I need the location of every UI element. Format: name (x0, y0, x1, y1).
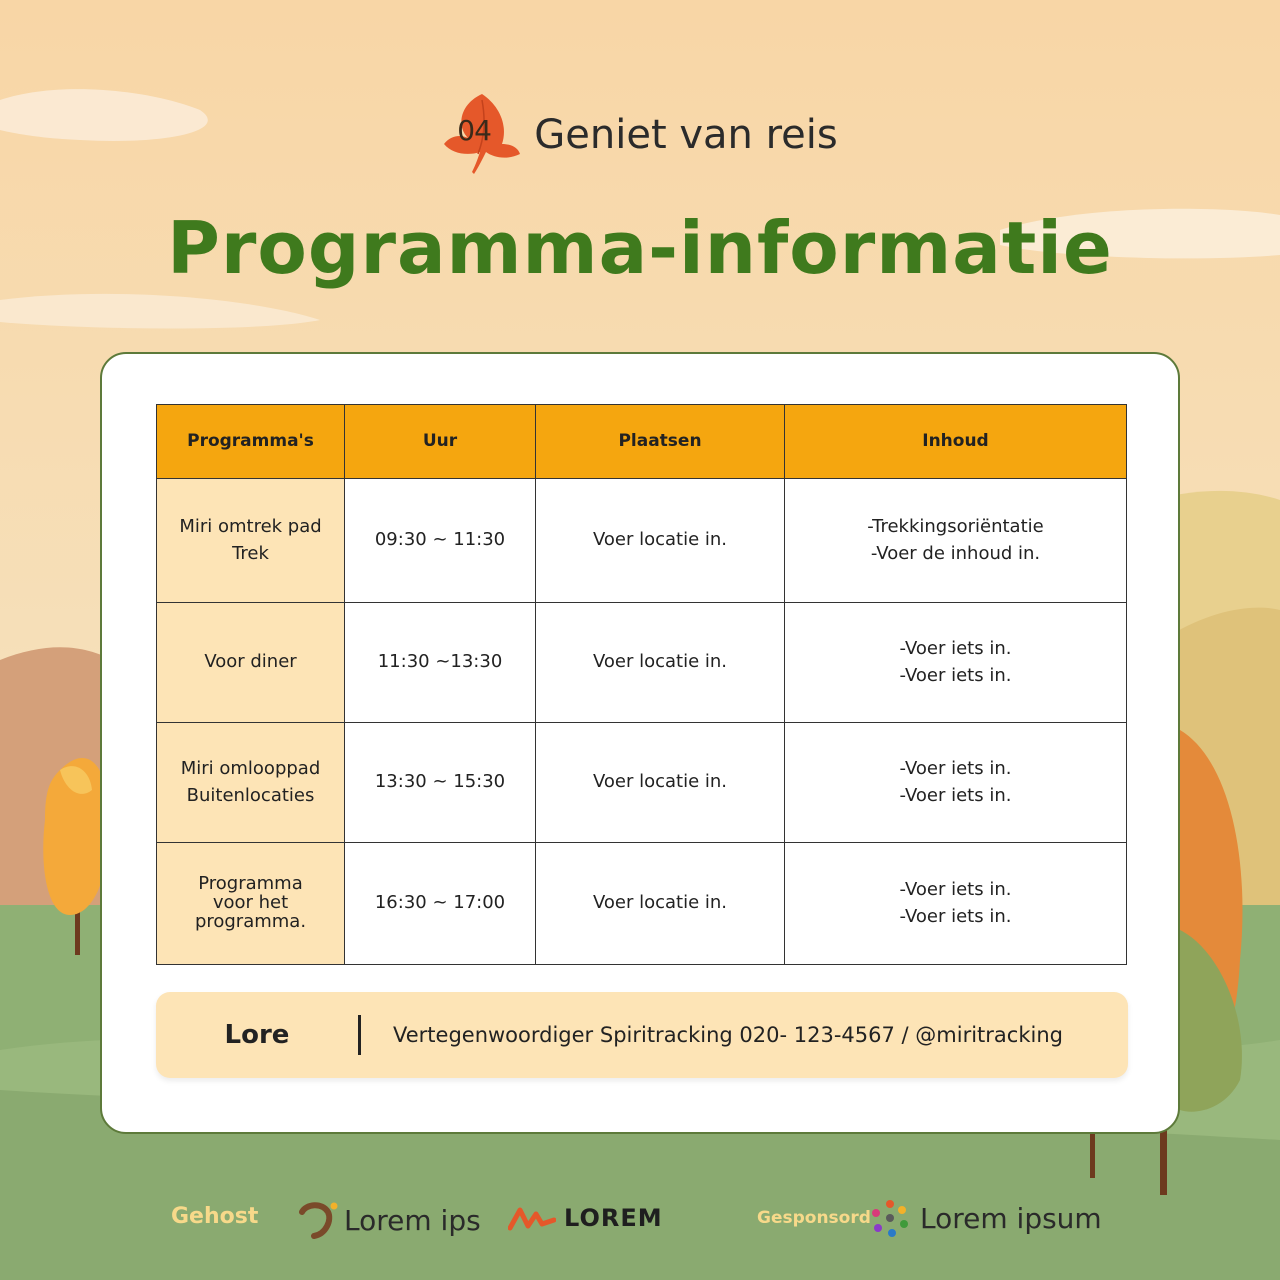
place-cell: Voer locatie in. (536, 479, 785, 603)
time-cell: 16:30 ~ 17:00 (345, 843, 536, 965)
program-line: Programma (198, 873, 303, 895)
content-line: -Voer iets in. (899, 758, 1012, 780)
host-logo-1 (296, 1200, 481, 1240)
time-cell: 13:30 ~ 15:30 (345, 723, 536, 843)
content-line: -Voer iets in. (899, 664, 1012, 686)
column-header-places: Plaatsen (536, 405, 785, 479)
contact-info: Vertegenwoordiger Spiritracking 020- 123-4567 / @miritracking (393, 1023, 1063, 1047)
program-card (100, 352, 1180, 1134)
wave-logo-icon (508, 1204, 556, 1232)
program-cell (157, 603, 345, 723)
program-line: voor het programma. (194, 892, 307, 932)
program-cell (157, 479, 345, 603)
hosted-label: Gehost (171, 1204, 259, 1229)
program-line: Miri omlooppad (180, 758, 321, 780)
place-cell: Voer locatie in. (536, 723, 785, 843)
program-line: Voor diner (204, 651, 297, 673)
page-title: Programma-informatie (167, 206, 1113, 290)
column-header-content: Inhoud (785, 405, 1127, 479)
content-line: -Voer iets in. (899, 784, 1012, 806)
host-logo-2 (508, 1204, 663, 1232)
content-cell (785, 843, 1127, 965)
table-row (157, 843, 1127, 965)
section-header (0, 92, 1280, 174)
program-line: Trek (232, 542, 269, 564)
sponsor-logo (870, 1198, 1102, 1238)
program-cell (157, 843, 345, 965)
section-number-badge (442, 92, 520, 174)
time-cell: 09:30 ~ 11:30 (345, 479, 536, 603)
contact-divider (358, 1015, 361, 1055)
section-number: 04 (457, 114, 491, 147)
place-cell: Voer locatie in. (536, 843, 785, 965)
host-logo-2-text: LOREM (564, 1204, 663, 1232)
sponsor-logo-text: Lorem ipsum (920, 1201, 1102, 1235)
content-line: -Voer iets in. (899, 638, 1012, 660)
program-cell (157, 723, 345, 843)
program-line: Miri omtrek pad (179, 516, 322, 538)
table-row (157, 603, 1127, 723)
column-header-programs: Programma's (157, 405, 345, 479)
content-line: -Trekkingsoriëntatie (867, 516, 1044, 538)
contact-bar (156, 992, 1128, 1078)
flower-logo-icon (870, 1198, 910, 1238)
program-line: Buitenlocaties (186, 784, 315, 806)
content-cell (785, 479, 1127, 603)
host-logo-1-text: Lorem ips (344, 1203, 481, 1237)
content-line: -Voer iets in. (899, 879, 1012, 901)
content-line: -Voer de inhoud in. (870, 542, 1041, 564)
table-header-row (157, 405, 1127, 479)
section-subtitle: Geniet van reis (534, 112, 838, 158)
time-cell: 11:30 ~13:30 (345, 603, 536, 723)
program-table (156, 404, 1127, 965)
table-row (157, 723, 1127, 843)
sponsored-label: Gesponsord (757, 1208, 871, 1228)
table-row (157, 479, 1127, 603)
column-header-time: Uur (345, 405, 536, 479)
place-cell: Voer locatie in. (536, 603, 785, 723)
content-cell (785, 723, 1127, 843)
sponsor-footer (0, 1196, 1280, 1244)
content-cell (785, 603, 1127, 723)
contact-name: Lore (224, 1020, 290, 1050)
content-line: -Voer iets in. (899, 905, 1012, 927)
ring-logo-icon (296, 1200, 338, 1240)
